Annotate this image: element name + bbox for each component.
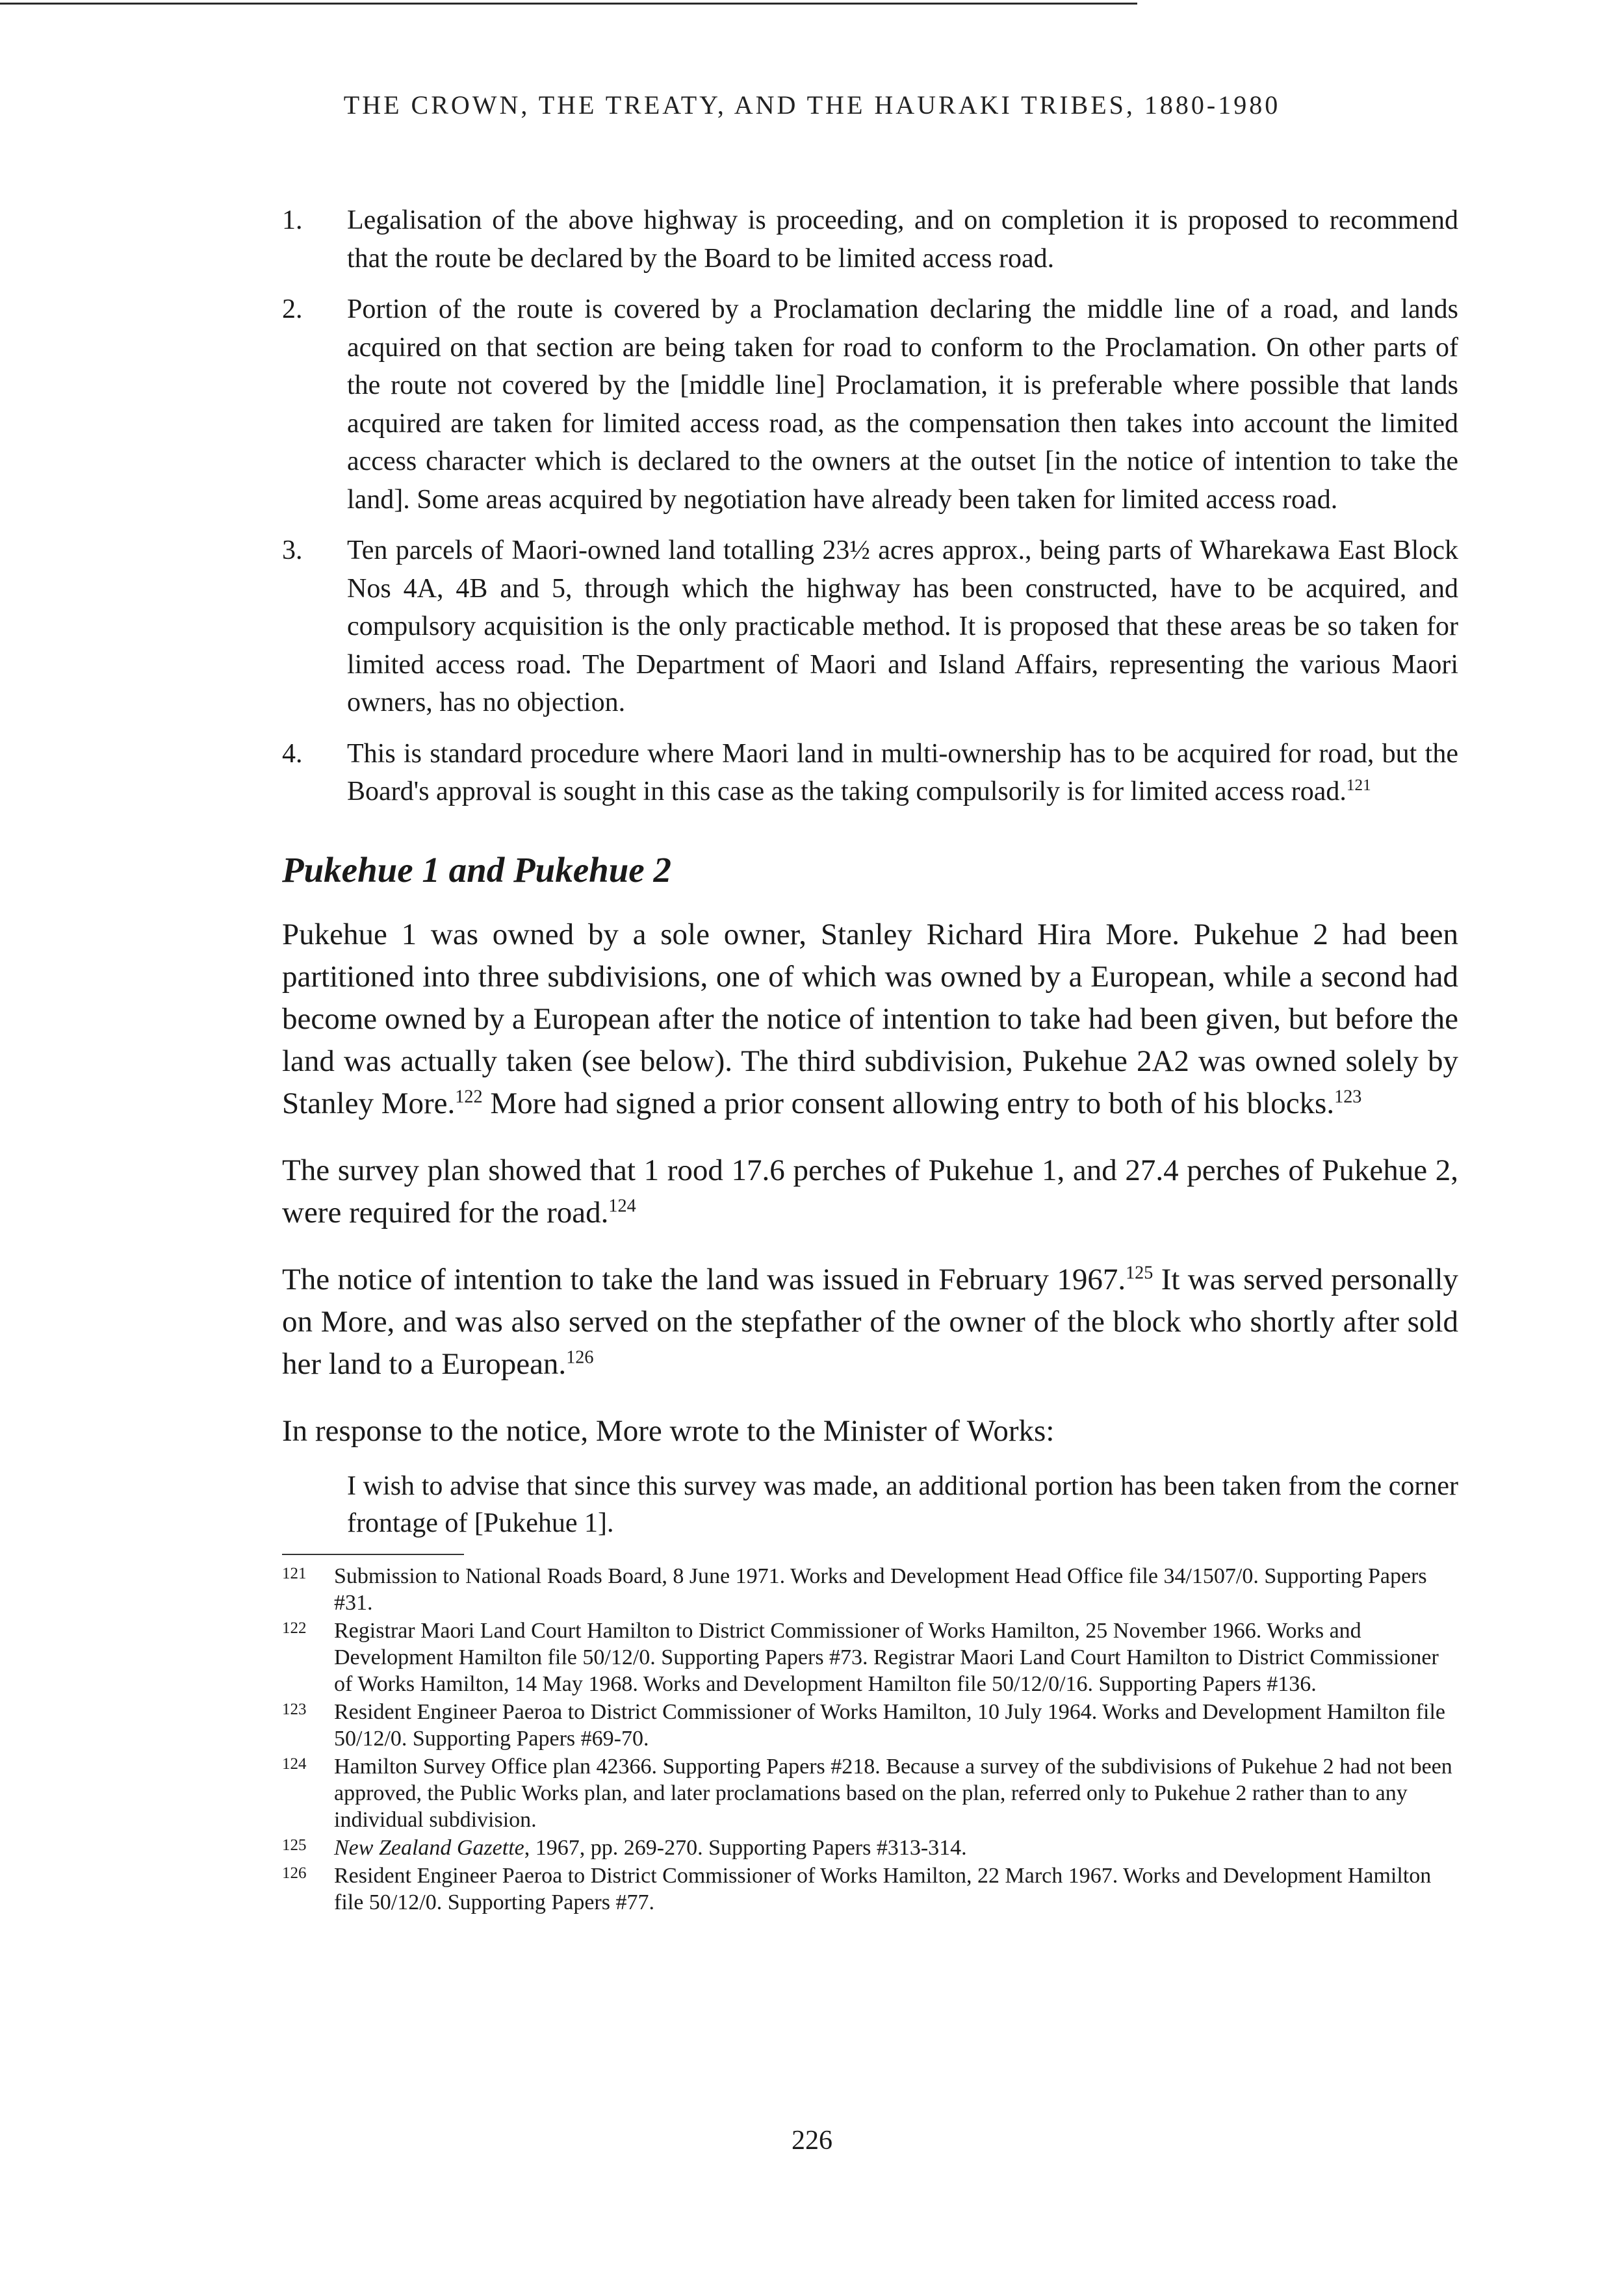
footnote <box>282 1835 1458 1861</box>
item-number: 3. <box>282 535 303 565</box>
paragraph <box>282 1259 1458 1385</box>
footnote-ref: 123 <box>1334 1086 1362 1107</box>
list-item <box>282 290 1458 519</box>
footnote-number: 126 <box>282 1864 307 1882</box>
footnote-text: , 1967, pp. 269-270. Supporting Papers #313-314. <box>524 1835 967 1860</box>
running-head: THE CROWN, THE TREATY, AND THE HAURAKI TRIBES, 1880-1980 <box>343 90 1281 120</box>
paragraph <box>282 914 1458 1125</box>
footnote-text: Hamilton Survey Office plan 42366. Supporting Papers #218. Because a survey of the subdivisions of Pukehue 2 had not been approved, the Public Works plan, and later proclamations based on the plan, referred only to Pukehue 2 rather than to any individual subdivision. <box>334 1754 1452 1832</box>
list-item <box>282 532 1458 722</box>
footnote <box>282 1617 1458 1697</box>
footnote-ref: 126 <box>566 1346 594 1367</box>
item-text: Ten parcels of Maori-owned land totalling 23½ acres approx., being parts of Wharekawa East Block Nos 4A, 4B and 5, through which the highway has been constructed, have to be acquired, and compulsory acquisition is the only practicable method. It is proposed that these areas be so taken for limited access road. The Department of Maori and Island Affairs, representing the various Maori owners, has no objection. <box>347 535 1458 717</box>
list-item <box>282 735 1458 811</box>
footnote-number: 121 <box>282 1564 307 1582</box>
footnote-text: Registrar Maori Land Court Hamilton to District Commissioner of Works Hamilton, 25 November 1966. Works and Development Hamilton file 50/12/0. Supporting Papers #73. Registrar Maori Land Court Hamilton to District Commissioner of Works Hamilton, 14 May 1968. Works and Development Hamilton file 50/12/0/16. Supporting Papers #136. <box>334 1618 1439 1696</box>
item-number: 1. <box>282 205 303 235</box>
footnote-rule <box>282 1554 464 1555</box>
numbered-list <box>282 201 1458 811</box>
item-text: Legalisation of the above highway is proceeding, and on completion it is proposed to recommend that the route be declared by the Board to be limited access road. <box>347 205 1458 274</box>
footnote <box>282 1563 1458 1616</box>
list-item <box>282 201 1458 277</box>
paragraph-text: In response to the notice, More wrote to the Minister of Works: <box>282 1413 1055 1448</box>
footnote <box>282 1753 1458 1833</box>
footnotes <box>282 1563 1458 1916</box>
footnote-number: 122 <box>282 1619 307 1637</box>
block-quote: I wish to advise that since this survey was made, an additional portion has been taken from the corner frontage of [Pukehue 1]. <box>347 1471 1458 1538</box>
section-heading: Pukehue 1 and Pukehue 2 <box>282 849 671 890</box>
footnote-text: Resident Engineer Paeroa to District Commissioner of Works Hamilton, 10 July 1964. Works and Development Hamilton file 50/12/0. Supporting Papers #69-70. <box>334 1699 1446 1751</box>
footnote-ref: 121 <box>1346 777 1371 794</box>
footnote-italic: New Zealand Gazette <box>334 1835 524 1860</box>
top-rule <box>0 3 1137 5</box>
item-number: 4. <box>282 738 303 769</box>
footnote-number: 125 <box>282 1836 307 1854</box>
paragraph-text: More had signed a prior consent allowing entry to both of his blocks. <box>482 1086 1335 1120</box>
page-number: 226 <box>792 2126 832 2156</box>
footnote-number: 123 <box>282 1700 307 1718</box>
item-text: Portion of the route is covered by a Proclamation declaring the middle line of a road, and lands acquired on that section are being taken for road to conform to the Proclamation. On other parts of the route not covered by the [middle line] Proclamation, it is preferable where possible that lands acquired are taken for limited access road, as the compensation then takes into account the limited access character which is declared to the owners at the outset [in the notice of intention to take the land]. Some areas acquired by negotiation have already been taken for limited access road. <box>347 294 1458 515</box>
footnote-number: 124 <box>282 1755 307 1773</box>
footnote-text: Submission to National Roads Board, 8 June 1971. Works and Development Head Office file 34/1507/0. Supporting Papers #31. <box>334 1564 1427 1615</box>
paragraph-text: It was served personally on More, and was also served on the stepfather of the owner of the block who shortly after sold her land to a European. <box>282 1262 1458 1381</box>
paragraph-text: Pukehue 1 was owned by a sole owner, Stanley Richard Hira More. Pukehue 2 had been partitioned into three subdivisions, one of which was owned by a European, while a second had become owned by a European after the notice of intention to take had been given, but before the land was actually taken (see below). The third subdivision, Pukehue 2A2 was owned solely by Stanley More. <box>282 917 1458 1120</box>
paragraph <box>282 1410 1458 1452</box>
footnote <box>282 1862 1458 1916</box>
footnote-text: Resident Engineer Paeroa to District Commissioner of Works Hamilton, 22 March 1967. Works and Development Hamilton file 50/12/0. Supporting Papers #77. <box>334 1863 1432 1914</box>
page-body <box>282 201 1458 1917</box>
footnote-ref: 124 <box>608 1195 636 1216</box>
paragraph-text: The survey plan showed that 1 rood 17.6 perches of Pukehue 1, and 27.4 perches of Pukehue 2, were required for the road. <box>282 1153 1458 1230</box>
item-number: 2. <box>282 294 303 324</box>
paragraph <box>282 1150 1458 1234</box>
footnote-ref: 122 <box>455 1086 483 1107</box>
footnote-ref: 125 <box>1126 1262 1154 1283</box>
paragraph-text: The notice of intention to take the land was issued in February 1967. <box>282 1262 1126 1296</box>
item-text: This is standard procedure where Maori land in multi-ownership has to be acquired for road, but the Board's approval is sought in this case as the taking compulsorily is for limited access road. <box>347 738 1458 806</box>
footnote <box>282 1699 1458 1752</box>
